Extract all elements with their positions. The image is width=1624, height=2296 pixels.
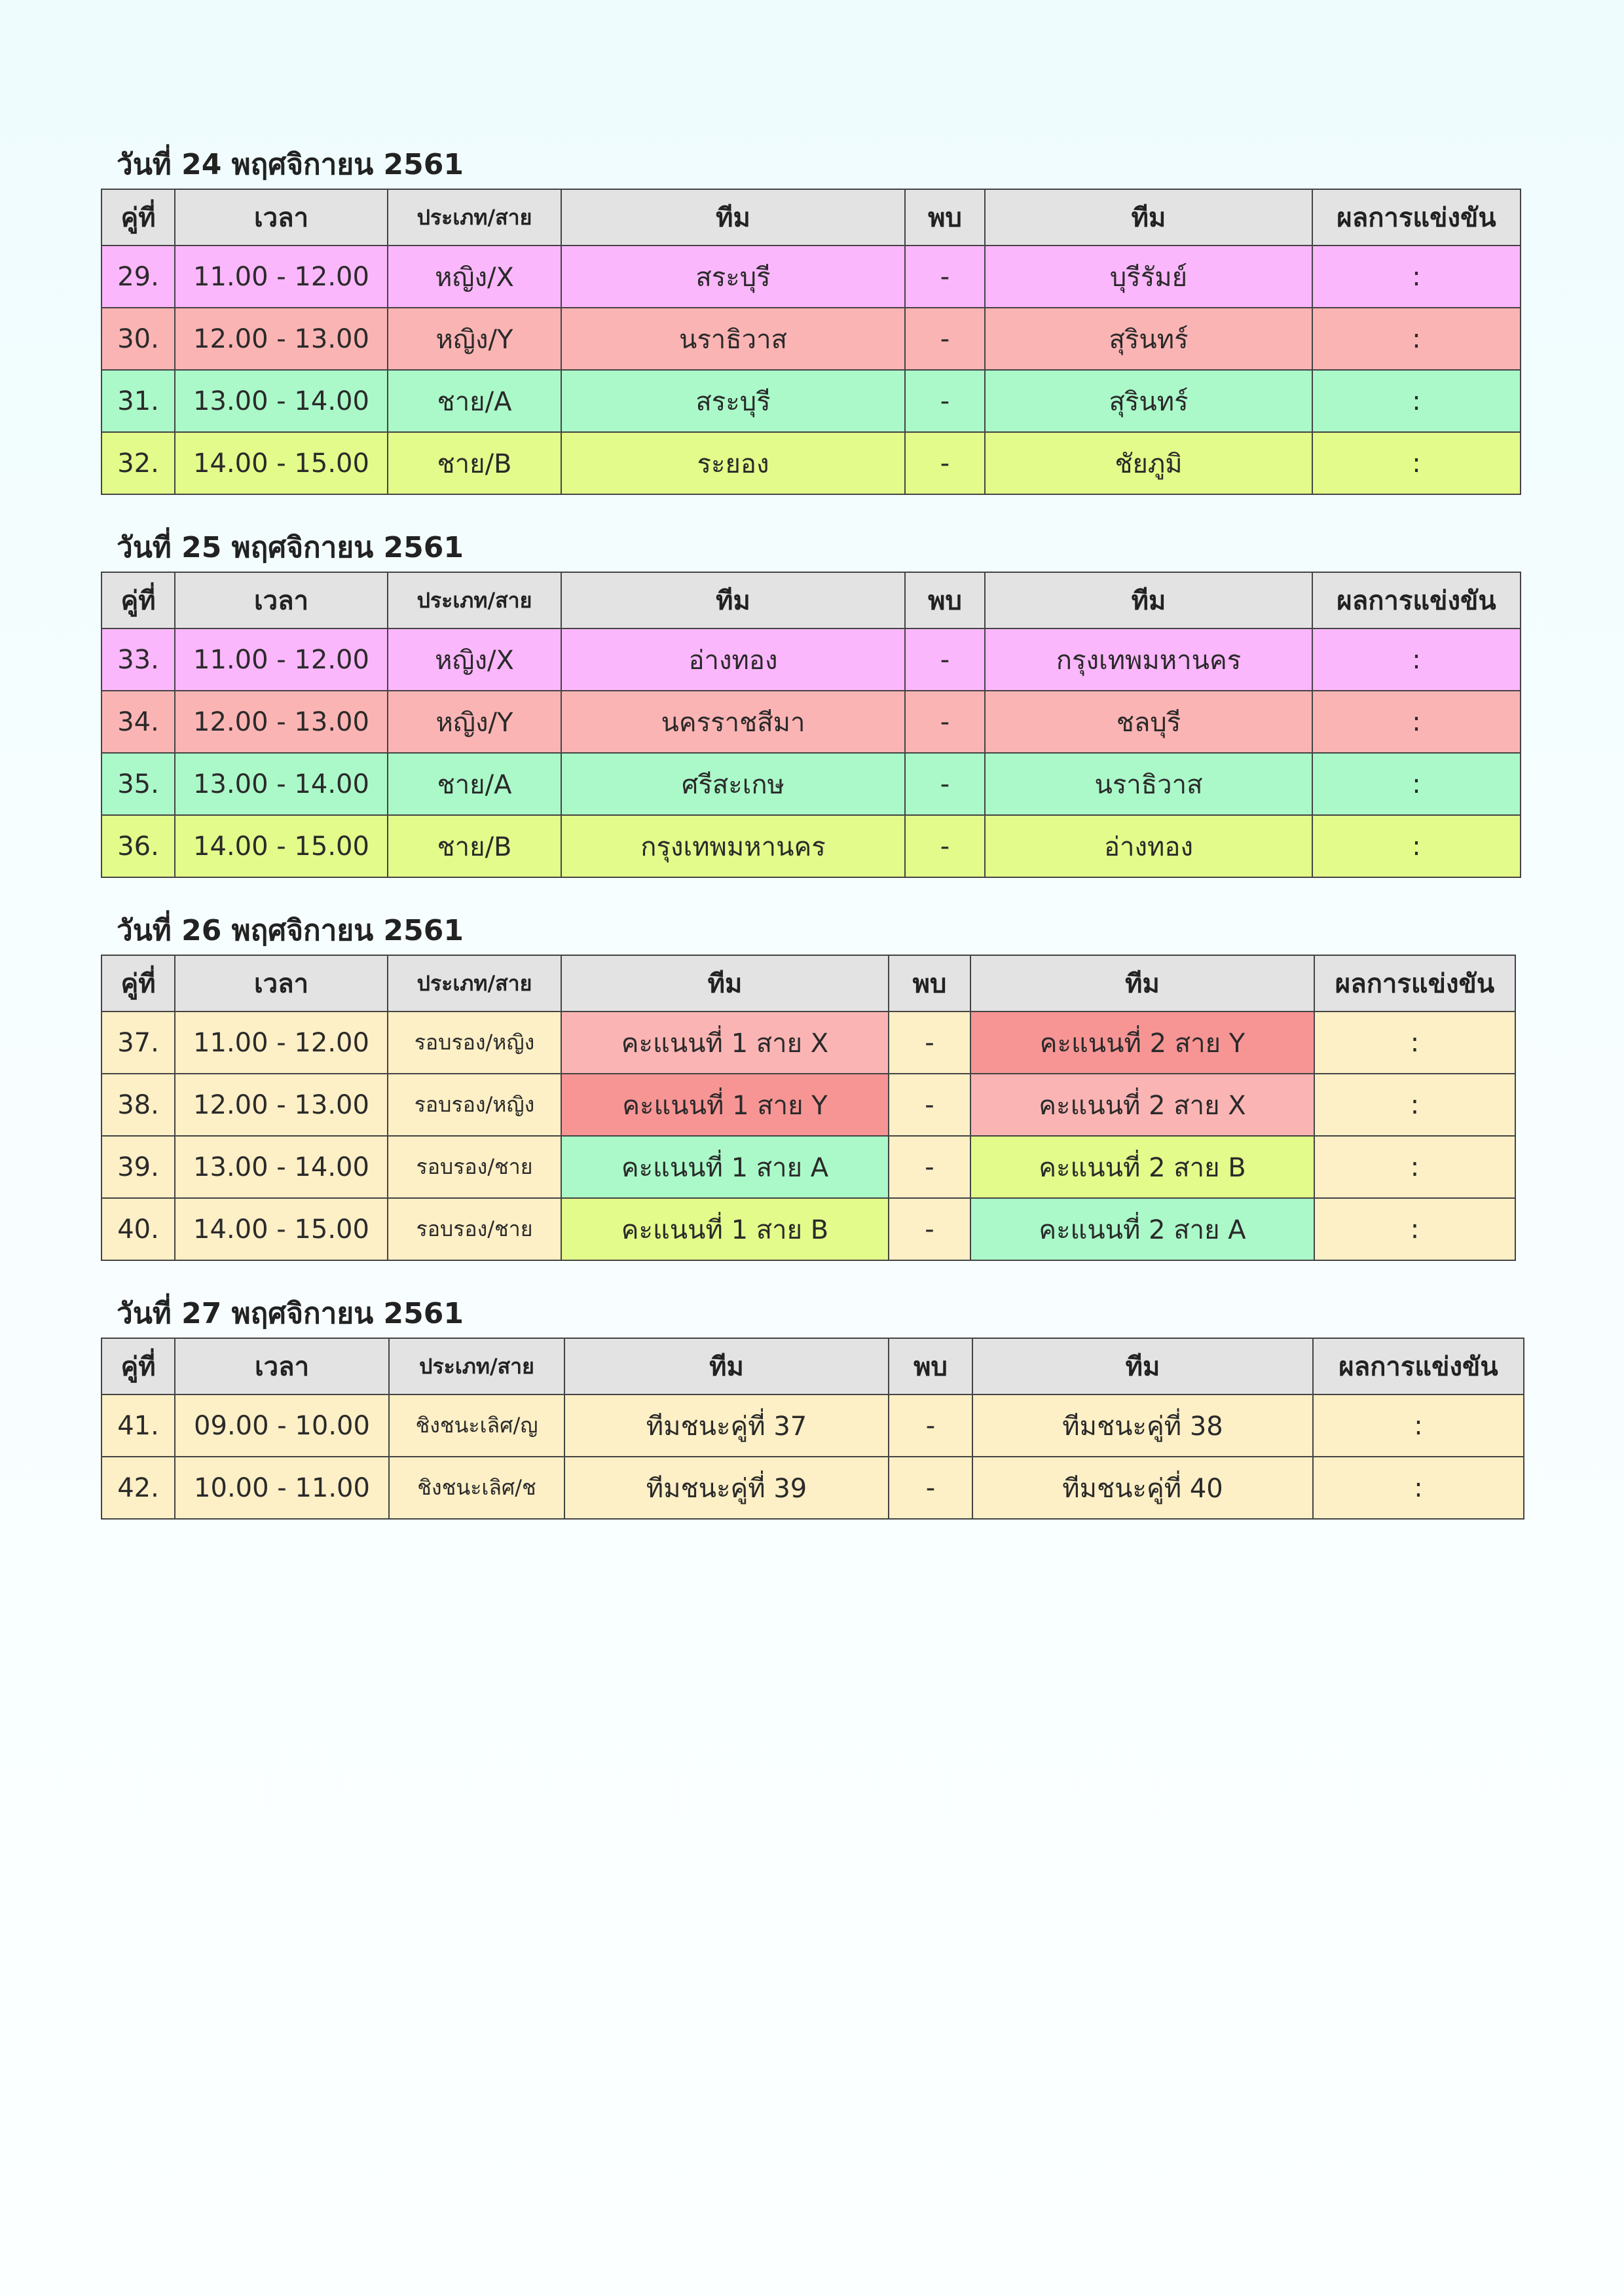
match-result: : bbox=[1312, 629, 1521, 691]
match-result: : bbox=[1314, 1198, 1515, 1260]
match-table bbox=[101, 189, 1521, 495]
match-number: 36. bbox=[101, 815, 175, 877]
match-rows bbox=[101, 629, 1521, 877]
match-time: 13.00 - 14.00 bbox=[175, 753, 388, 815]
match-row bbox=[101, 308, 1521, 370]
team-home: ทีมชนะคู่ที่ 39 bbox=[564, 1457, 889, 1519]
match-category: ชิงชนะเลิศ/ช bbox=[389, 1457, 564, 1519]
match-row bbox=[101, 1011, 1515, 1074]
match-category: รอบรอง/ชาย bbox=[388, 1136, 561, 1198]
match-time: 12.00 - 13.00 bbox=[175, 308, 388, 370]
match-category: ชาย/A bbox=[388, 370, 561, 432]
match-category: ชาย/A bbox=[388, 753, 561, 815]
match-number: 39. bbox=[101, 1136, 175, 1198]
match-time: 09.00 - 10.00 bbox=[175, 1394, 389, 1457]
match-category: หญิง/X bbox=[388, 246, 561, 308]
match-number: 35. bbox=[101, 753, 175, 815]
team-home: คะแนนที่ 1 สาย A bbox=[561, 1136, 889, 1198]
match-table bbox=[101, 572, 1521, 878]
day-heading: วันที่ 26 พฤศจิกายน 2561 bbox=[117, 914, 464, 947]
vs-marker: - bbox=[889, 1198, 970, 1260]
match-result: : bbox=[1314, 1074, 1515, 1136]
team-away: สุรินทร์ bbox=[985, 370, 1312, 432]
header-result: ผลการแข่งขัน bbox=[1314, 955, 1515, 1011]
header-team-home: ทีม bbox=[561, 572, 905, 629]
match-row bbox=[101, 1074, 1515, 1136]
match-time: 12.00 - 13.00 bbox=[175, 1074, 388, 1136]
match-result: : bbox=[1313, 1457, 1524, 1519]
match-time: 12.00 - 13.00 bbox=[175, 691, 388, 753]
match-number: 30. bbox=[101, 308, 175, 370]
team-home: อ่างทอง bbox=[561, 629, 905, 691]
team-home: คะแนนที่ 1 สาย Y bbox=[561, 1074, 889, 1136]
match-time: 10.00 - 11.00 bbox=[175, 1457, 389, 1519]
match-row bbox=[101, 432, 1521, 494]
match-result: : bbox=[1312, 691, 1521, 753]
header-team-away: ทีม bbox=[985, 189, 1312, 246]
match-number: 29. bbox=[101, 246, 175, 308]
day-heading: วันที่ 25 พฤศจิกายน 2561 bbox=[117, 531, 464, 564]
team-away: คะแนนที่ 2 สาย X bbox=[970, 1074, 1314, 1136]
header-time: เวลา bbox=[175, 1338, 389, 1394]
match-result: : bbox=[1312, 370, 1521, 432]
team-home: ศรีสะเกษ bbox=[561, 753, 905, 815]
match-category: รอบรอง/ชาย bbox=[388, 1198, 561, 1260]
header-category: ประเภท/สาย bbox=[388, 189, 561, 246]
match-time: 14.00 - 15.00 bbox=[175, 1198, 388, 1260]
header-vs: พบ bbox=[905, 572, 985, 629]
match-category: ชาย/B bbox=[388, 432, 561, 494]
day-section-26 bbox=[101, 907, 1516, 1261]
vs-marker: - bbox=[889, 1136, 970, 1198]
match-category: หญิง/Y bbox=[388, 691, 561, 753]
vs-marker: - bbox=[905, 308, 985, 370]
team-away: กรุงเทพมหานคร bbox=[985, 629, 1312, 691]
header-vs: พบ bbox=[889, 955, 970, 1011]
match-rows bbox=[101, 1394, 1524, 1519]
match-result: : bbox=[1312, 753, 1521, 815]
header-team-home: ทีม bbox=[564, 1338, 889, 1394]
match-category: ชาย/B bbox=[388, 815, 561, 877]
match-row bbox=[101, 691, 1521, 753]
team-away: นราธิวาส bbox=[985, 753, 1312, 815]
header-category: ประเภท/สาย bbox=[389, 1338, 564, 1394]
vs-marker: - bbox=[905, 691, 985, 753]
day-heading: วันที่ 27 พฤศจิกายน 2561 bbox=[117, 1297, 464, 1330]
header-team-home: ทีม bbox=[561, 955, 889, 1011]
match-number: 40. bbox=[101, 1198, 175, 1260]
team-away: คะแนนที่ 2 สาย B bbox=[970, 1136, 1314, 1198]
match-time: 14.00 - 15.00 bbox=[175, 432, 388, 494]
match-category: รอบรอง/หญิง bbox=[388, 1011, 561, 1074]
day-section-27 bbox=[101, 1290, 1524, 1520]
team-away: ชลบุรี bbox=[985, 691, 1312, 753]
match-row bbox=[101, 1136, 1515, 1198]
header-match-no: คู่ที่ bbox=[101, 189, 175, 246]
team-home: คะแนนที่ 1 สาย B bbox=[561, 1198, 889, 1260]
match-category: หญิง/Y bbox=[388, 308, 561, 370]
match-number: 37. bbox=[101, 1011, 175, 1074]
vs-marker: - bbox=[905, 815, 985, 877]
match-rows bbox=[101, 1011, 1515, 1260]
match-row bbox=[101, 246, 1521, 308]
team-away: อ่างทอง bbox=[985, 815, 1312, 877]
header-team-away: ทีม bbox=[985, 572, 1312, 629]
match-result: : bbox=[1312, 308, 1521, 370]
team-home: นครราชสีมา bbox=[561, 691, 905, 753]
vs-marker: - bbox=[889, 1457, 972, 1519]
header-category: ประเภท/สาย bbox=[388, 955, 561, 1011]
header-vs: พบ bbox=[905, 189, 985, 246]
team-home: ทีมชนะคู่ที่ 37 bbox=[564, 1394, 889, 1457]
header-time: เวลา bbox=[175, 955, 388, 1011]
header-team-home: ทีม bbox=[561, 189, 905, 246]
team-away: ทีมชนะคู่ที่ 38 bbox=[972, 1394, 1313, 1457]
team-away: บุรีรัมย์ bbox=[985, 246, 1312, 308]
match-time: 13.00 - 14.00 bbox=[175, 1136, 388, 1198]
vs-marker: - bbox=[905, 432, 985, 494]
header-match-no: คู่ที่ bbox=[101, 1338, 175, 1394]
vs-marker: - bbox=[905, 370, 985, 432]
match-number: 34. bbox=[101, 691, 175, 753]
team-home: สระบุรี bbox=[561, 246, 905, 308]
team-home: คะแนนที่ 1 สาย X bbox=[561, 1011, 889, 1074]
match-result: : bbox=[1312, 432, 1521, 494]
team-away: คะแนนที่ 2 สาย Y bbox=[970, 1011, 1314, 1074]
header-match-no: คู่ที่ bbox=[101, 572, 175, 629]
header-team-away: ทีม bbox=[970, 955, 1314, 1011]
match-row bbox=[101, 1394, 1524, 1457]
match-row bbox=[101, 753, 1521, 815]
match-category: รอบรอง/หญิง bbox=[388, 1074, 561, 1136]
match-row bbox=[101, 1457, 1524, 1519]
header-team-away: ทีม bbox=[972, 1338, 1313, 1394]
vs-marker: - bbox=[889, 1011, 970, 1074]
day-section-24 bbox=[101, 141, 1521, 495]
match-table bbox=[101, 955, 1516, 1261]
header-result: ผลการแข่งขัน bbox=[1312, 189, 1521, 246]
match-time: 13.00 - 14.00 bbox=[175, 370, 388, 432]
match-time: 14.00 - 15.00 bbox=[175, 815, 388, 877]
match-time: 11.00 - 12.00 bbox=[175, 246, 388, 308]
header-match-no: คู่ที่ bbox=[101, 955, 175, 1011]
header-category: ประเภท/สาย bbox=[388, 572, 561, 629]
vs-marker: - bbox=[889, 1394, 972, 1457]
vs-marker: - bbox=[905, 753, 985, 815]
match-result: : bbox=[1314, 1136, 1515, 1198]
team-home: สระบุรี bbox=[561, 370, 905, 432]
table-header-row bbox=[101, 189, 1521, 246]
header-time: เวลา bbox=[175, 189, 388, 246]
match-number: 32. bbox=[101, 432, 175, 494]
match-result: : bbox=[1313, 1394, 1524, 1457]
match-row bbox=[101, 1198, 1515, 1260]
match-row bbox=[101, 629, 1521, 691]
day-section-25 bbox=[101, 524, 1521, 878]
match-result: : bbox=[1314, 1011, 1515, 1074]
match-time: 11.00 - 12.00 bbox=[175, 1011, 388, 1074]
match-category: หญิง/X bbox=[388, 629, 561, 691]
match-row bbox=[101, 815, 1521, 877]
team-away: สุรินทร์ bbox=[985, 308, 1312, 370]
vs-marker: - bbox=[905, 629, 985, 691]
table-header-row bbox=[101, 955, 1515, 1011]
match-row bbox=[101, 370, 1521, 432]
match-number: 33. bbox=[101, 629, 175, 691]
match-category: ชิงชนะเลิศ/ญ bbox=[389, 1394, 564, 1457]
table-header-row bbox=[101, 1338, 1524, 1394]
team-home: ระยอง bbox=[561, 432, 905, 494]
match-number: 42. bbox=[101, 1457, 175, 1519]
header-time: เวลา bbox=[175, 572, 388, 629]
team-home: นราธิวาส bbox=[561, 308, 905, 370]
match-number: 38. bbox=[101, 1074, 175, 1136]
match-number: 31. bbox=[101, 370, 175, 432]
vs-marker: - bbox=[889, 1074, 970, 1136]
team-away: ทีมชนะคู่ที่ 40 bbox=[972, 1457, 1313, 1519]
match-result: : bbox=[1312, 815, 1521, 877]
team-away: ชัยภูมิ bbox=[985, 432, 1312, 494]
header-result: ผลการแข่งขัน bbox=[1312, 572, 1521, 629]
match-rows bbox=[101, 246, 1521, 494]
header-vs: พบ bbox=[889, 1338, 972, 1394]
vs-marker: - bbox=[905, 246, 985, 308]
match-result: : bbox=[1312, 246, 1521, 308]
match-time: 11.00 - 12.00 bbox=[175, 629, 388, 691]
team-away: คะแนนที่ 2 สาย A bbox=[970, 1198, 1314, 1260]
team-home: กรุงเทพมหานคร bbox=[561, 815, 905, 877]
header-result: ผลการแข่งขัน bbox=[1313, 1338, 1524, 1394]
table-header-row bbox=[101, 572, 1521, 629]
match-number: 41. bbox=[101, 1394, 175, 1457]
day-heading: วันที่ 24 พฤศจิกายน 2561 bbox=[117, 148, 464, 181]
match-table bbox=[101, 1338, 1524, 1520]
